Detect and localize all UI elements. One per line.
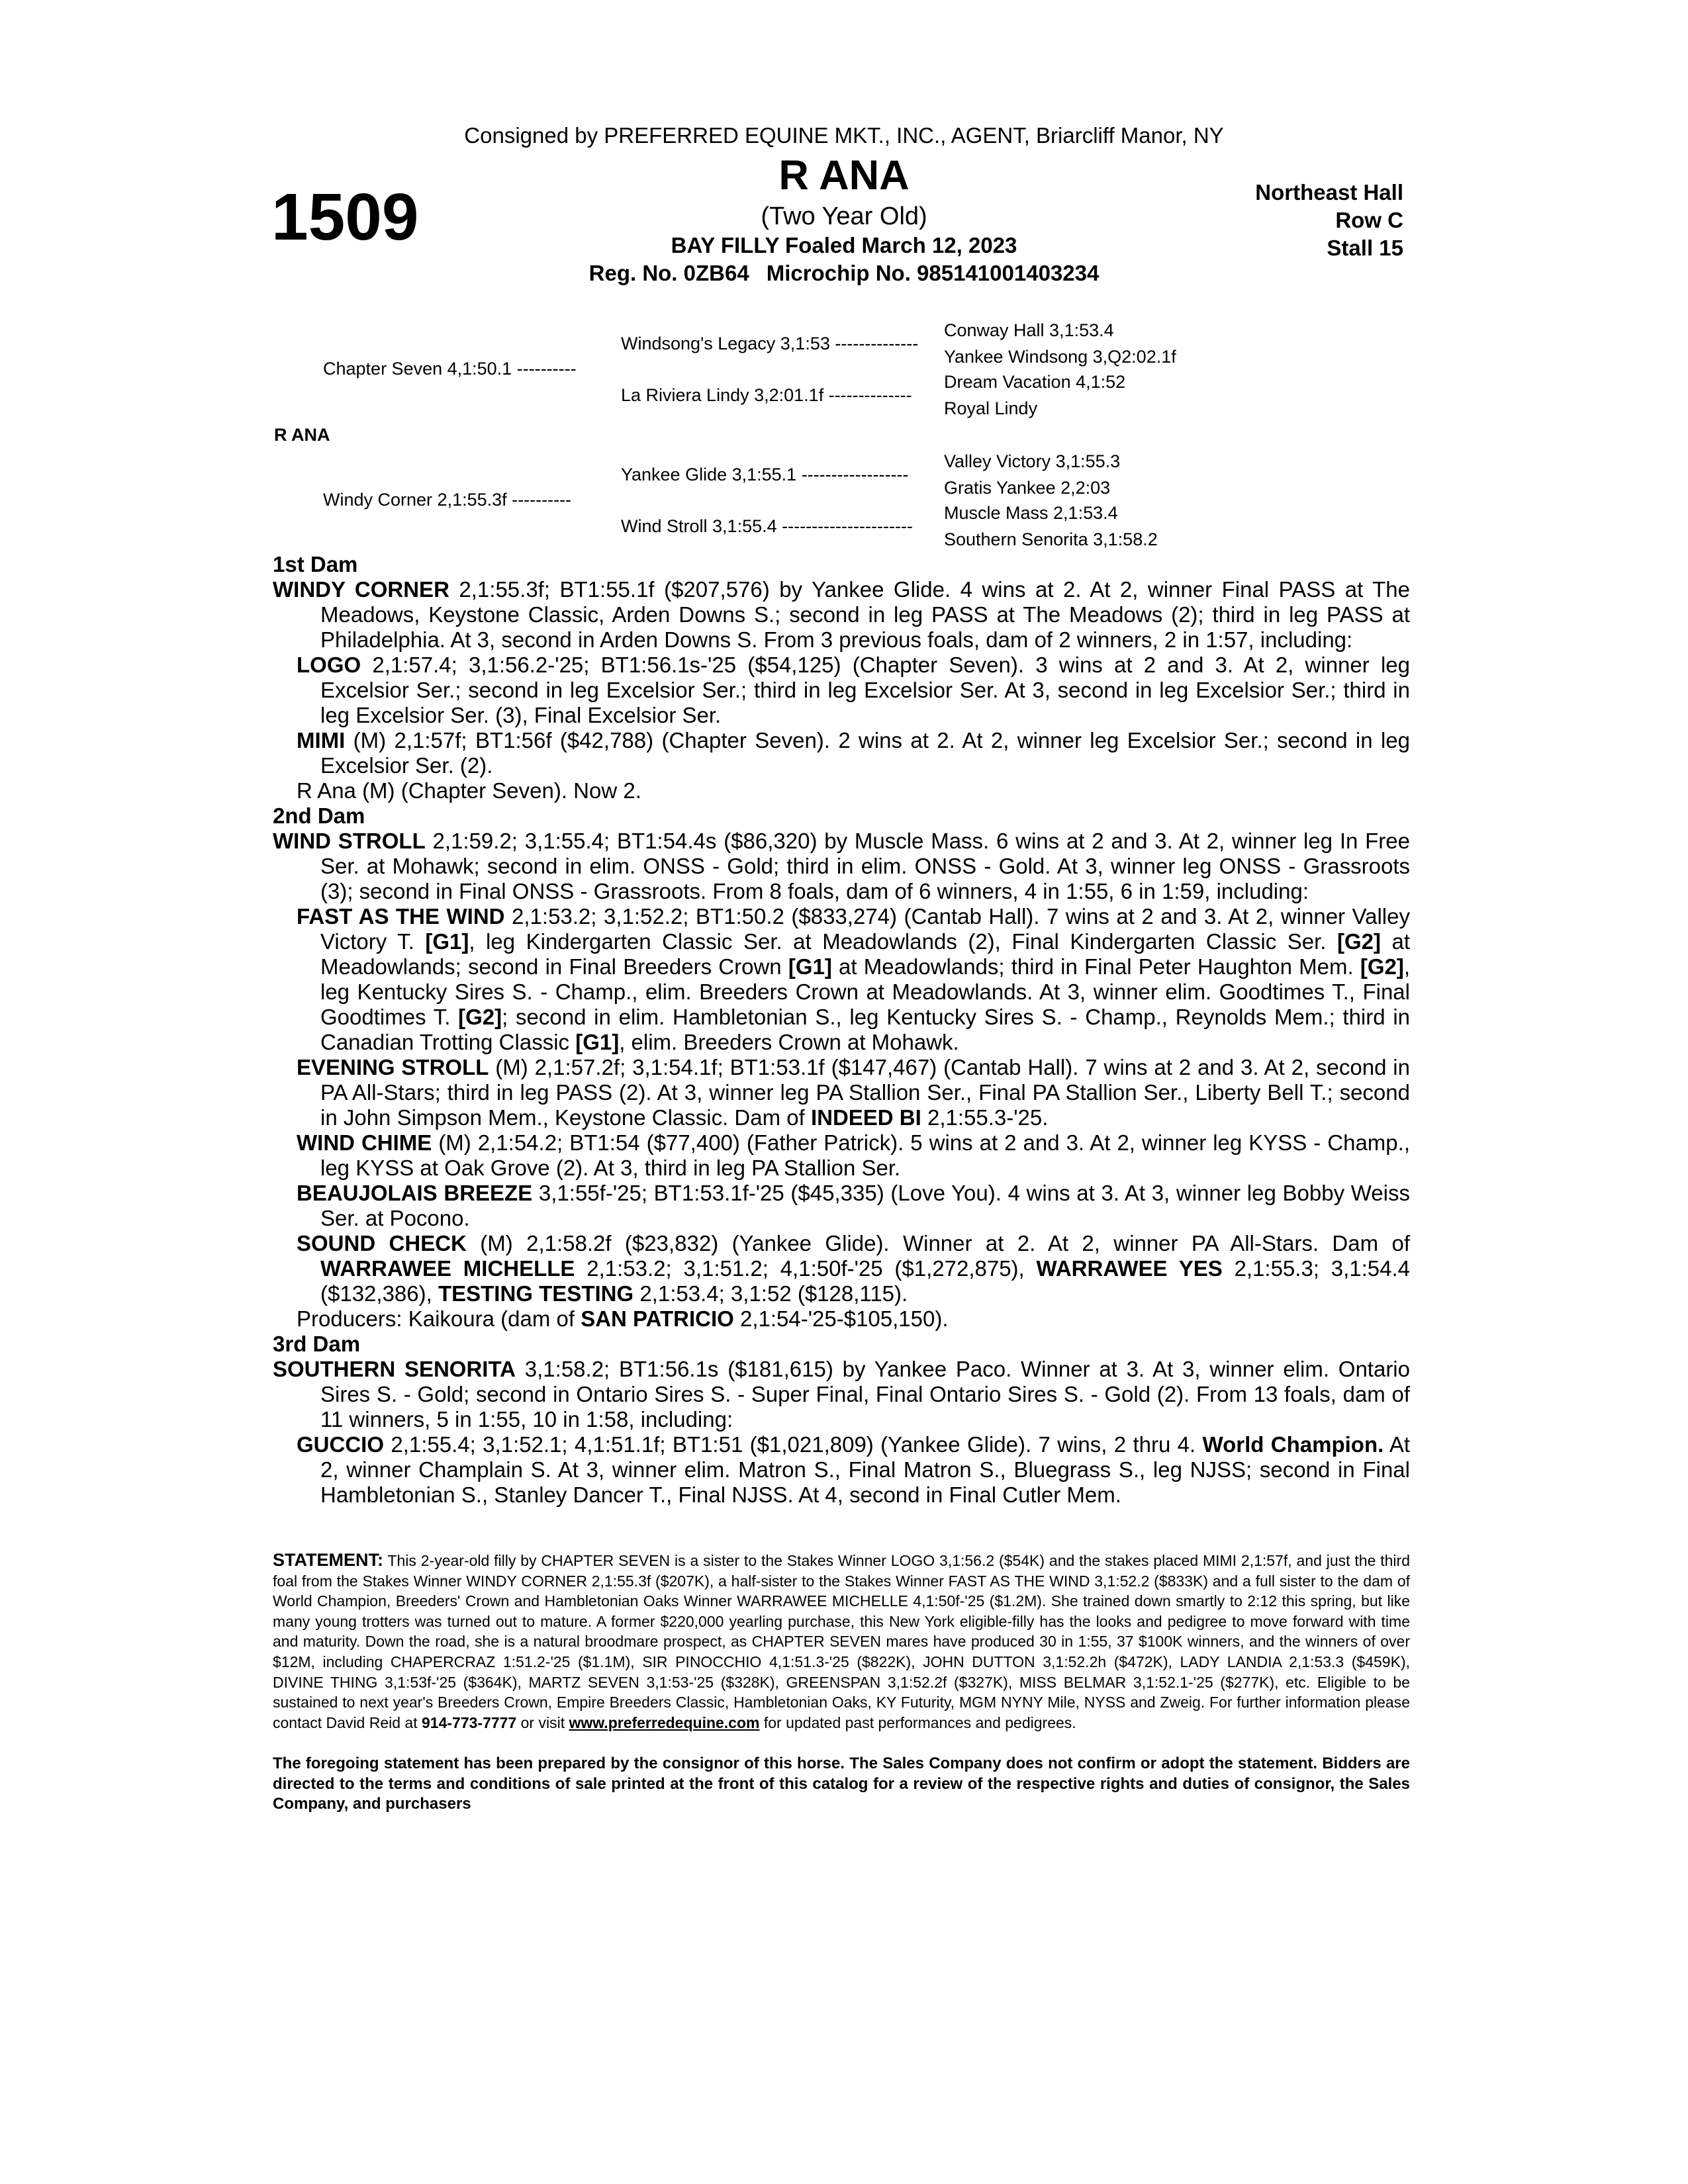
third-dam-name: SOUTHERN SENORITA bbox=[273, 1357, 516, 1381]
third-dam-entry: SOUTHERN SENORITA 3,1:58.2; BT1:56.1s ($181,615) by Yankee Paco. Winner at 3. At 3, winner elim. Ontario Sires S. - Gold; second in Ontario Sires S. - Super Final, Final Ontario Sires S. - Gold (2). From 13 foals, dam of 11 winners, 5 in 1:55, 10 in 1:58, including: bbox=[273, 1357, 1410, 1432]
ggp-5: Valley Victory 3,1:55.3 bbox=[944, 451, 1121, 471]
sale-location bbox=[1255, 179, 1403, 262]
sales-disclaimer: The foregoing statement has been prepared by the consignor of this horse. The Sales Company does not confirm or adopt the statement. Bidders are directed to the terms and conditions of sale printed at the front of this catalog for a review of the respective rights and duties of consignor, the Sales Company, and purchasers bbox=[273, 1754, 1410, 1813]
hall: Northeast Hall bbox=[1255, 180, 1403, 205]
ggp-4: Royal Lindy bbox=[944, 398, 1038, 418]
second-dam-name: WIND STROLL bbox=[273, 829, 426, 853]
second-dam-entry: WIND STROLL 2,1:59.2; 3,1:55.4; BT1:54.4s ($86,320) by Muscle Mass. 6 wins at 2 and 3. At 2, winner leg In Free Ser. at Mohawk; second in elim. ONSS - Gold; third in elim. ONSS - Gold. At 3, winner leg ONSS - Grassroots (3); second in Final ONSS - Grassroots. From 8 foals, dam of 6 winners, 4 in 1:55, 6 in 1:59, including: bbox=[273, 829, 1410, 903]
second-dam-heading: 2nd Dam bbox=[273, 803, 365, 828]
consignor-line: Consigned by PREFERRED EQUINE MKT., INC., AGENT, Briarcliff Manor, NY bbox=[464, 123, 1224, 148]
foal-entry: EVENING STROLL (M) 2,1:57.2f; 3,1:54.1f; BT1:53.1f ($147,467) (Cantab Hall). 7 wins at 2 and 3. At 2, second in PA All-Stars; third in leg PASS (2). At 3, winner leg PA Stallion Ser., Final PA Stallion Ser., Liberty Bell T.; second in John Simpson Mem., Keystone Classic. Dam of INDEED BI 2,1:55.3-'25. bbox=[297, 1055, 1410, 1130]
consignor-website-link[interactable]: www.preferredequine.com bbox=[569, 1713, 760, 1731]
foal-entry: MIMI (M) 2,1:57f; BT1:56f ($42,788) (Chapter Seven). 2 wins at 2. At 2, winner leg Excelsior Ser.; second in leg Excelsior Ser. (2). bbox=[297, 728, 1410, 778]
pedigree-subject: R ANA bbox=[274, 425, 330, 445]
contact-phone: 914-773-7777 bbox=[422, 1713, 517, 1731]
sex-foaled-line: BAY FILLY Foaled March 12, 2023 bbox=[671, 233, 1017, 257]
r-ana-line: R Ana (M) (Chapter Seven). Now 2. bbox=[297, 778, 641, 803]
registration-line bbox=[0, 261, 1688, 286]
dam-dam: Wind Stroll 3,1:55.4 ---------------------- bbox=[621, 516, 913, 536]
stall: Stall 15 bbox=[1327, 236, 1403, 260]
foal-entry: BEAUJOLAIS BREEZE 3,1:55f-'25; BT1:53.1f-'25 ($45,335) (Love You). 4 wins at 3. At 3, winner leg Bobby Weiss Ser. at Pocono. bbox=[297, 1181, 1410, 1230]
microchip-number: Microchip No. 985141001403234 bbox=[766, 261, 1100, 285]
first-dam-name: WINDY CORNER bbox=[273, 577, 449, 602]
consignor-statement: STATEMENT: This 2-year-old filly by CHAPTER SEVEN is a sister to the Stakes Winner LOGO 3,1:56.2 ($54K) and the stakes placed MIMI 2,1:57f, and just the third foal from the Stakes Winner WINDY CORNER 2,1:55.3f ($207K), a half-sister to the Stakes Winner FAST AS THE WIND 3,1:52.2 ($833K) and a full sister to the dam of World Champion, Breeders' Crown and Hambletonian Oaks Winner WARRAWEE MICHELLE 4,1:50f-'25 ($1.2M). She trained down smartly to 2:12 this spring, but like many young trotters was turned out to mature. A former $220,000 yearling purchase, this New York eligible-filly has the looks and pedigree to move forward with time and maturity. Down the road, she is a natural broodmare prospect, as CHAPTER SEVEN mares have produced 30 in 1:55, 37 $100K winners, and the winners of over $12M, including CHAPERCRAZ 1:51.2-'25 ($1.1M), SIR PINOCCHIO 4,1:51.3-'25 ($822K), JOHN DUTTON 3,1:52.2h ($472K), LADY LANDIA 2,1:53.3 ($459K), DIVINE THING 3,1:53f-'25 ($364K), MARTZ SEVEN 3,1:53-'25 ($328K), GREENSPAN 3,1:52.2f ($327K), MISS BELMAR 3,1:52.1-'25 ($277K), etc. Eligible to be sustained to next year's Breeders Crown, Empire Breeders Classic, Hambletonian Oaks, KY Futurity, MGM NYNY Mile, NYSS and Zweig. For further information please contact David Reid at 914-773-7777 or visit www.preferredequine.com for updated past performances and pedigrees. bbox=[273, 1550, 1410, 1731]
foal-entry: WIND CHIME (M) 2,1:54.2; BT1:54 ($77,400) (Father Patrick). 5 wins at 2 and 3. At 2, winner leg KYSS - Champ., leg KYSS at Oak Grove (2). At 3, third in leg PA Stallion Ser. bbox=[297, 1130, 1410, 1180]
hip-number: 1509 bbox=[271, 180, 419, 254]
sire: Chapter Seven 4,1:50.1 ---------- bbox=[323, 359, 577, 379]
horse-name: R ANA bbox=[778, 152, 910, 199]
ggp-1: Conway Hall 3,1:53.4 bbox=[944, 320, 1114, 340]
dam-sire: Yankee Glide 3,1:55.1 ------------------ bbox=[621, 465, 909, 484]
horse-age: (Two Year Old) bbox=[761, 203, 927, 230]
ggp-2: Yankee Windsong 3,Q2:02.1f bbox=[944, 347, 1176, 367]
sire-dam: La Riviera Lindy 3,2:01.1f -------------- bbox=[621, 385, 912, 405]
first-dam-entry: WINDY CORNER 2,1:55.3f; BT1:55.1f ($207,576) by Yankee Glide. 4 wins at 2. At 2, winner Final PASS at The Meadows, Keystone Classic, Arden Downs S.; second in leg PASS at The Meadows (2); third in leg PASS at Philadelphia. At 3, second in Arden Downs S. From 3 previous foals, dam of 2 winners, 2 in 1:57, including: bbox=[273, 577, 1410, 652]
sire-sire: Windsong's Legacy 3,1:53 -------------- bbox=[621, 334, 919, 353]
family-section bbox=[273, 552, 1410, 1508]
reg-number: Reg. No. 0ZB64 bbox=[588, 261, 749, 285]
ggp-7: Muscle Mass 2,1:53.4 bbox=[944, 503, 1118, 523]
foal-entry: LOGO 2,1:57.4; 3,1:56.2-'25; BT1:56.1s-'25 ($54,125) (Chapter Seven). 3 wins at 2 and 3. At 2, winner leg Excelsior Ser.; second in leg Excelsior Ser.; third in leg Excelsior Ser. At 3, second in leg Excelsior Ser.; third in leg Excelsior Ser. (3), Final Excelsior Ser. bbox=[297, 653, 1410, 727]
row: Row C bbox=[1335, 208, 1403, 232]
foal-entry: FAST AS THE WIND 2,1:53.2; 3,1:52.2; BT1:50.2 ($833,274) (Cantab Hall). 7 wins at 2 and 3. At 2, winner Valley Victory T. [G1], leg Kindergarten Classic Ser. at Meadowlands (2), Final Kindergarten Classic Ser. [G2] at Meadowlands; second in Final Breeders Crown [G1] at Meadowlands; third in Final Peter Haughton Mem. [G2], leg Kentucky Sires S. - Champ., elim. Breeders Crown at Meadowlands. At 3, winner elim. Goodtimes T., Final Goodtimes T. [G2]; second in elim. Hambletonian S., leg Kentucky Sires S. - Champ., Reynolds Mem.; third in Canadian Trotting Classic [G1], elim. Breeders Crown at Mohawk. bbox=[297, 904, 1411, 1054]
foal-entry: SOUND CHECK (M) 2,1:58.2f ($23,832) (Yankee Glide). Winner at 2. At 2, winner PA All-Stars. Dam of WARRAWEE MICHELLE 2,1:53.2; 3,1:51.2; 4,1:50f-'25 ($1,272,875), WARRAWEE YES 2,1:55.3; 3,1:54.4 ($132,386), TESTING TESTING 2,1:53.4; 3,1:52 ($128,115). bbox=[297, 1231, 1411, 1306]
ggp-8: Southern Senorita 3,1:58.2 bbox=[944, 529, 1158, 549]
producers-line: Producers: Kaikoura (dam of SAN PATRICIO 2,1:54-'25-$105,150). bbox=[297, 1306, 949, 1331]
first-dam-heading: 1st Dam bbox=[273, 552, 358, 576]
dam: Windy Corner 2,1:55.3f ---------- bbox=[323, 490, 572, 510]
ggp-6: Gratis Yankee 2,2:03 bbox=[944, 478, 1111, 498]
foal-entry: GUCCIO 2,1:55.4; 3,1:52.1; 4,1:51.1f; BT1:51 ($1,021,809) (Yankee Glide). 7 wins, 2 thru 4. World Champion. At 2, winner Champlain S. At 3, winner elim. Matron S., Final Matron S., Bluegrass S., leg NJSS; second in Final Hambletonian S., Stanley Dancer T., Final NJSS. At 4, second in Final Cutler Mem. bbox=[297, 1432, 1410, 1507]
ggp-3: Dream Vacation 4,1:52 bbox=[944, 372, 1126, 392]
third-dam-heading: 3rd Dam bbox=[273, 1332, 361, 1356]
statement-label: STATEMENT: bbox=[273, 1550, 383, 1570]
